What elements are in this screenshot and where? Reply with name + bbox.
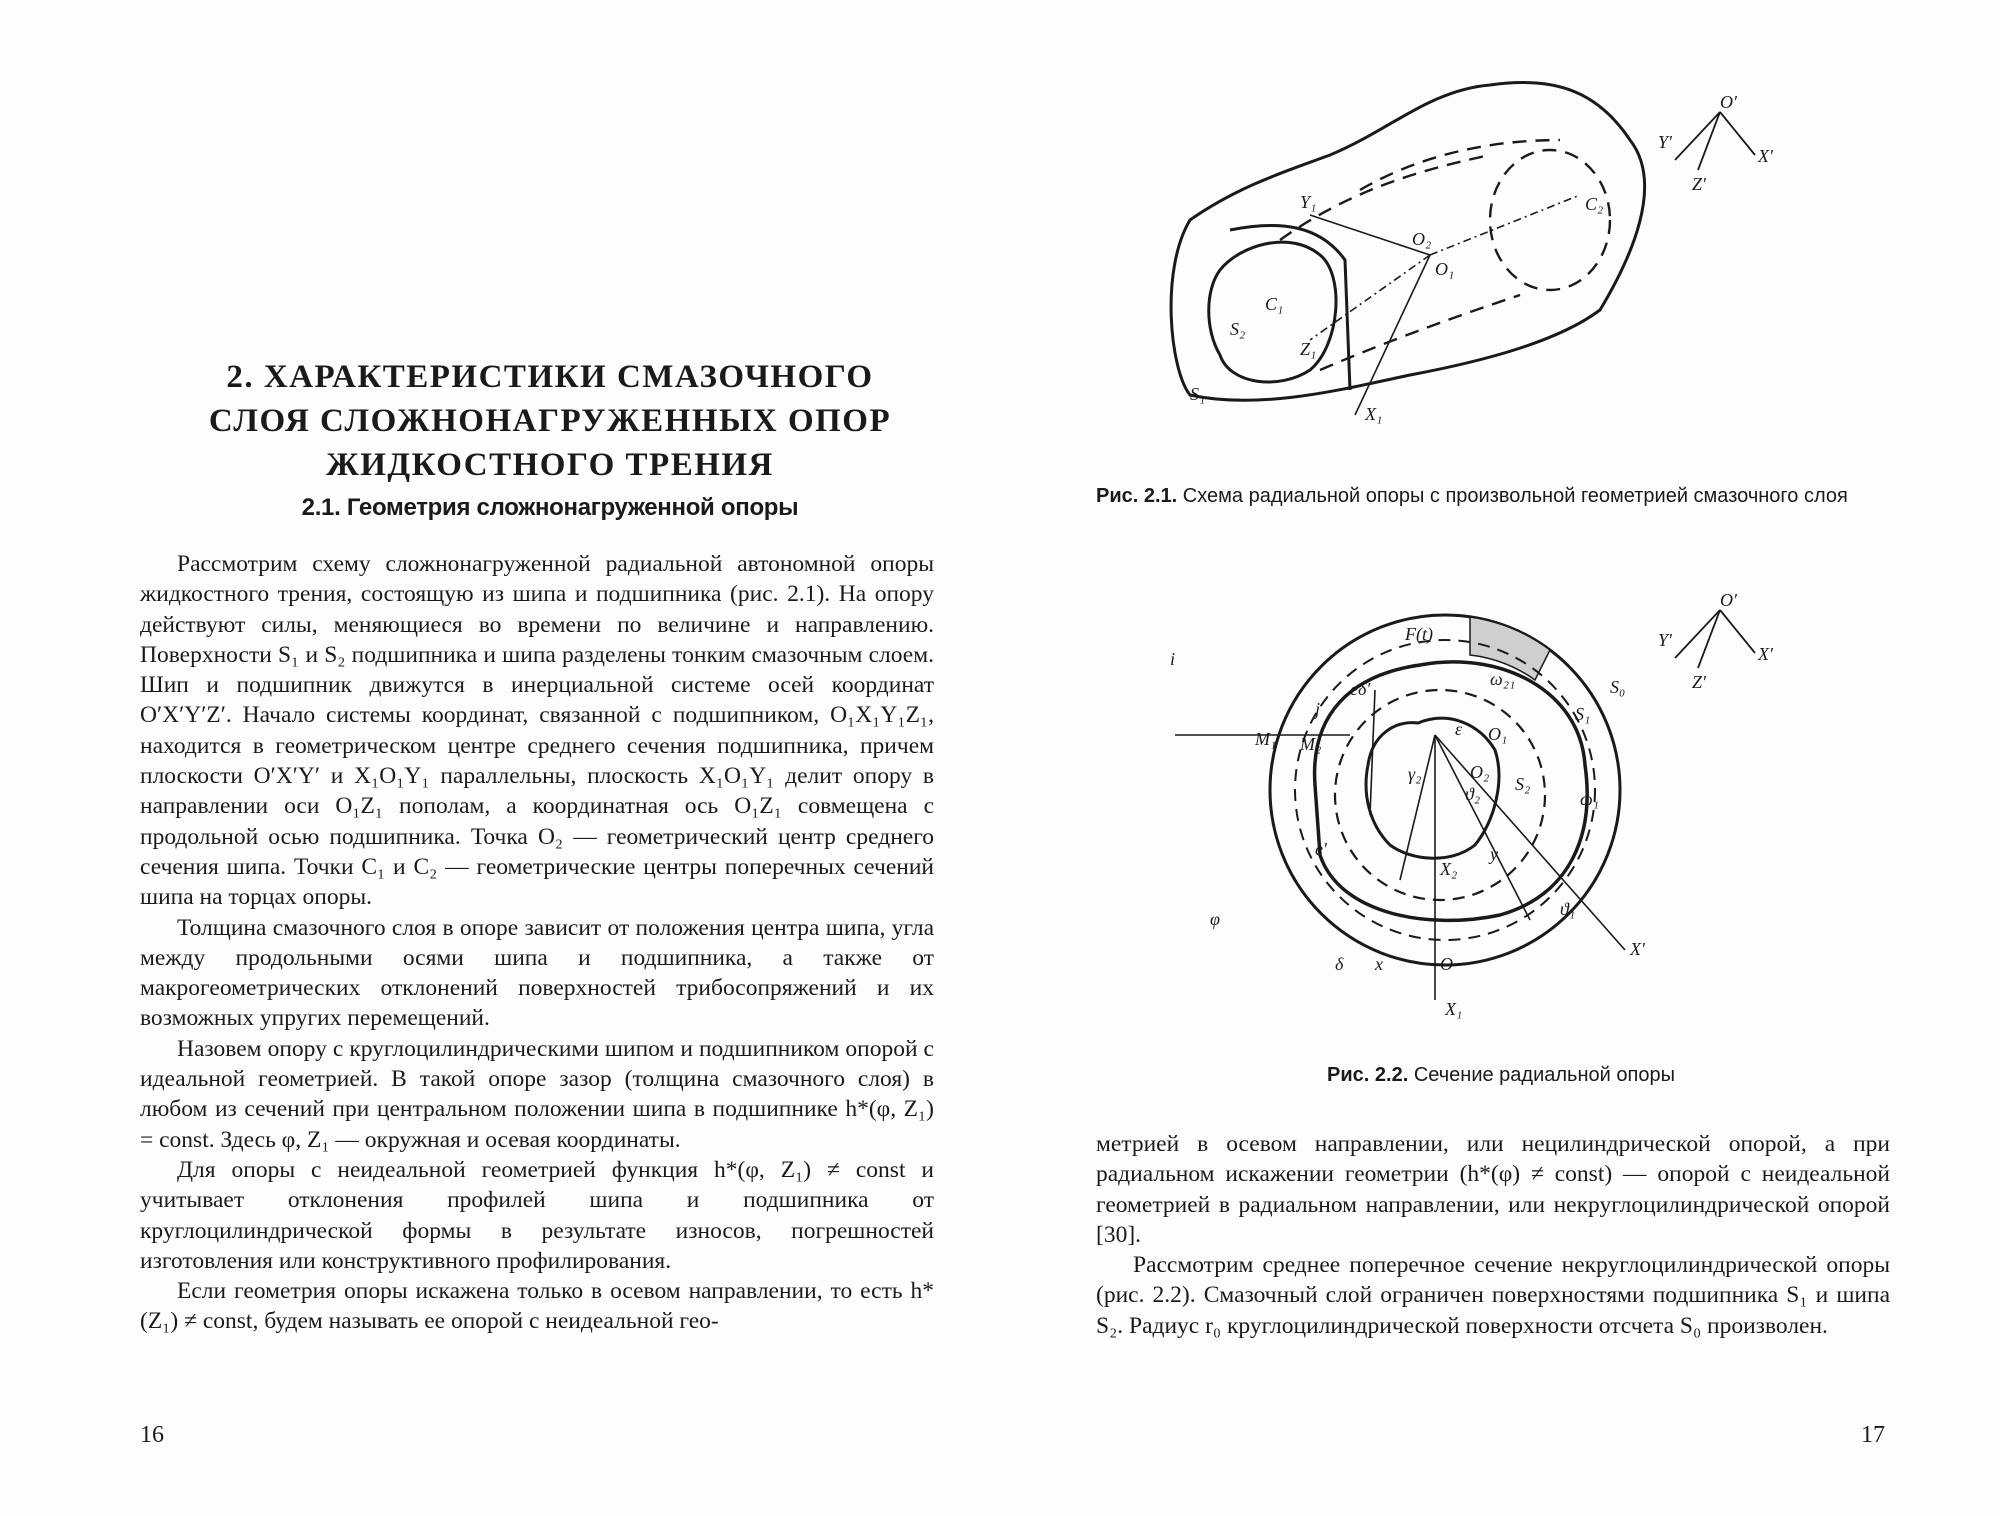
axes-label-x: X′ bbox=[1758, 644, 1773, 664]
chapter-title-line: 2. ХАРАКТЕРИСТИКИ СМАЗОЧНОГО bbox=[226, 359, 874, 395]
label-i: i bbox=[1170, 649, 1176, 669]
right-body-text bbox=[1096, 1129, 1890, 1341]
caption-label: Рис. 2.1. bbox=[1096, 485, 1178, 507]
label-o2: O₂ bbox=[1412, 229, 1432, 249]
label-th1: ϑ₁ bbox=[1560, 899, 1576, 919]
caption-label: Рис. 2.2. bbox=[1327, 1064, 1409, 1086]
label-o: O bbox=[1440, 954, 1453, 974]
label-j: j bbox=[1315, 699, 1321, 719]
surface-s0-dashed bbox=[1295, 640, 1595, 940]
axes-label-z: Z′ bbox=[1692, 174, 1706, 194]
caption-text: Сечение радиальной опоры bbox=[1413, 1064, 1675, 1086]
paragraph: Толщина смазочного слоя в опоре зависит от положения центра шипа, угла между продольными осями шипа и подшипника, а также от макрогеометрических отклонений поверхностей трибосопряжений и их возможных упругих перемещений. bbox=[140, 914, 934, 1032]
label-ft: F(t) bbox=[1405, 624, 1433, 644]
left-body-text bbox=[140, 549, 934, 1337]
axes-label-o: O′ bbox=[1720, 92, 1737, 112]
label-eps: ε bbox=[1455, 719, 1463, 739]
inertial-axes-diagram-1 bbox=[1650, 90, 1790, 200]
label-c1: C₁ bbox=[1265, 294, 1284, 314]
chapter-title bbox=[180, 355, 920, 487]
paragraph: метрией в осевом направлении, или нецилиндрической опорой, а при радиальном искажении геометрии (h*(φ) ≠ const) — опорой с неидеальной геометрией в радиальном направлении, или некруглоцилиндрической опорой [30]. bbox=[1096, 1131, 1890, 1248]
label-g2: γ₂ bbox=[1408, 764, 1422, 784]
axes-label-o: O′ bbox=[1720, 590, 1737, 610]
label-s1: S₁ bbox=[1575, 704, 1591, 724]
chapter-title-line: ЖИДКОСТНОГО ТРЕНИЯ bbox=[326, 447, 774, 483]
bearing-outline bbox=[1171, 82, 1645, 400]
page-number: 17 bbox=[1861, 1422, 1885, 1448]
label-c2: C₂ bbox=[1585, 194, 1604, 214]
label-w21: ω₂₁ bbox=[1490, 669, 1516, 689]
label-y1: Y₁ bbox=[1300, 192, 1317, 212]
label-th2: ϑ₂ bbox=[1465, 784, 1481, 804]
label-m2: M₂ bbox=[1300, 734, 1322, 754]
axes-label-y: Y′ bbox=[1658, 132, 1672, 152]
label-x2: X₂ bbox=[1440, 859, 1458, 879]
label-s1: S₁ bbox=[1190, 384, 1206, 404]
paragraph: Для опоры с неидеальной геометрией функция h*(φ, Z₁) ≠ const и учитывает отклонения профилей шипа и подшипника от круглоцилиндрической формы в результате износов, погрешностей изготовления или конструктивного профилирования. bbox=[140, 1156, 934, 1274]
chapter-title-line: СЛОЯ СЛОЖНОНАГРУЖЕННЫХ ОПОР bbox=[208, 403, 892, 439]
label-ed: eδ′ bbox=[1350, 679, 1371, 699]
label-delta: δ bbox=[1335, 954, 1344, 974]
label-xp: X′ bbox=[1630, 939, 1645, 959]
page-number: 16 bbox=[140, 1422, 164, 1448]
paragraph: Рассмотрим среднее поперечное сечение некруглоцилиндрической опоры (рис. 2.2). Смазочный слой ограничен поверхностями подшипника S₁ и шипа S₂. Радиус r₀ круглоцилиндрической поверхности отсчета S₀ произволен. bbox=[1096, 1252, 1890, 1339]
journal-end-rear bbox=[1490, 150, 1610, 290]
label-e: e′ bbox=[1315, 839, 1327, 859]
label-phi: φ bbox=[1210, 909, 1220, 929]
label-s0: S₀ bbox=[1610, 677, 1626, 697]
paragraph: Если геометрия опоры искажена только в осевом направлении, то есть h*(Z₁) ≠ const, будем называть ее опорой с неидеальной гео- bbox=[140, 1278, 934, 1335]
right-page bbox=[1000, 0, 2000, 1516]
label-o2: O₂ bbox=[1470, 762, 1490, 782]
label-w1: ω₁ bbox=[1580, 789, 1599, 809]
label-x1: X₁ bbox=[1365, 404, 1383, 424]
inertial-axes-diagram-2 bbox=[1650, 588, 1790, 698]
label-m1: M₁ bbox=[1255, 729, 1277, 749]
axis-c2 bbox=[1430, 195, 1580, 255]
caption-text: Схема радиальной опоры с произвольной геометрией смазочного слоя bbox=[1182, 485, 1848, 507]
label-x: x bbox=[1375, 954, 1383, 974]
section-title: 2.1. Геометрия сложнонагруженной опоры bbox=[301, 494, 799, 521]
axis-x1 bbox=[1355, 255, 1430, 415]
axes-label-y: Y′ bbox=[1658, 630, 1672, 650]
axes-label-z: Z′ bbox=[1692, 672, 1706, 692]
label-o1: O₁ bbox=[1435, 259, 1455, 279]
label-s2: S₂ bbox=[1515, 774, 1531, 794]
paragraph: Назовем опору с круглоцилиндрическими шипом и подшипником опорой с идеальной геометрией. В такой опоре зазор (толщина смазочного слоя) в любом из сечений при центральном положении шипа в подшипнике h*(φ, Z₁) = const. Здесь φ, Z₁ — окружная и осевая координаты. bbox=[140, 1035, 934, 1153]
axes-label-x: X′ bbox=[1758, 146, 1773, 166]
paragraph: Рассмотрим схему сложнонагруженной радиальной автономной опоры жидкостного трения, состоящую из шипа и подшипника (рис. 2.1). На опору действуют силы, меняющиеся во времени по величине и направлению. Поверхности S₁ и S₂ подшипника и шипа разделены тонким смазочным слоем. Шип и подшипник движутся в инерциальной системе осей координат O′X′Y′Z′. Начало системы координат, связанной с подшипником, O₁X₁Y₁Z₁, находится в геометрическом центре среднего сечения подшипника, причем плоскости O′X′Y′ и X₁O₁Y₁ параллельны, плоскость X₁O₁Y₁ делит опору в направлении оси O₁Z₁ пополам, а координатная ось O₁Z₁ совмещена с продольной осью подшипника. Точка O₂ — геометрический центр среднего сечения шипа. Точки C₁ и C₂ — геометрические центры поперечных сечений шипа на торцах опоры. bbox=[140, 551, 934, 911]
label-z1: Z₁ bbox=[1300, 339, 1317, 359]
label-s2: S₂ bbox=[1230, 319, 1246, 339]
label-o1: O₁ bbox=[1488, 724, 1508, 744]
figure-2-1-caption bbox=[1096, 483, 1906, 510]
figure-2-2-caption bbox=[1096, 1062, 1906, 1089]
label-x1: X₁ bbox=[1445, 999, 1463, 1019]
label-y: y bbox=[1490, 844, 1498, 864]
